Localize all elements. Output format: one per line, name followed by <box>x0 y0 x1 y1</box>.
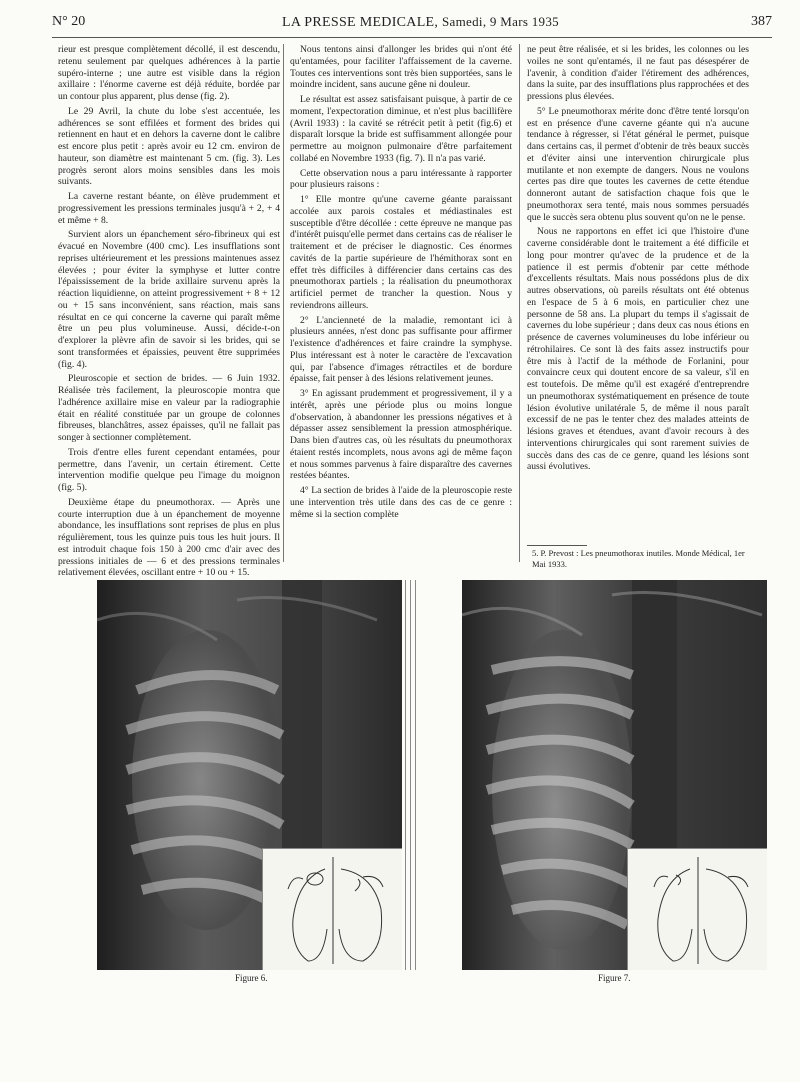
paragraph: 1° Elle montre qu'une caverne géante paraissant accolée aux parois costales et médiastinales est susceptible d'être décollée : cette épreuve ne manque pas d'intérêt puisqu'elle permet dans certains cas de réaliser le traitement et de préciser le diagnostic. Ces énormes cavités de la partie supérieure de l'hémithorax sont en effet très difficiles à différencier dans certains cas des pneumothorax partiels ; la réalisation du pneumothorax artificiel permet de trancher la question. Nous y reviendrons ailleurs. <box>290 194 512 311</box>
header-rule <box>52 37 772 38</box>
paragraph: 3° En agissant prudemment et progressivement, il y a intérêt, après une période plus ou moins longue d'observation, à abandonner les pressions négatives et à dépasser assez sensiblement la pression atmosphérique. Dans bien d'autres cas, où les résultats du pneumothorax étaient restés incomplets, nous avons agi de même façon et nous sommes parvenus à faire disparaître des cavernes restées béantes. <box>290 388 512 482</box>
issue-number: N° 20 <box>52 14 86 29</box>
text-column-2 <box>290 44 512 523</box>
column-rule <box>519 44 520 562</box>
figure-separator <box>415 580 416 970</box>
figure-6-caption: Figure 6. <box>235 973 268 983</box>
figure-separator <box>405 580 406 970</box>
xray-figure-6 <box>97 580 402 970</box>
paragraph: Nous tentons ainsi d'allonger les brides qui n'ont été qu'entamées, pour faciliter l'affaissement de la caverne. Toutes ces interventions sont très bien supportées, sans le moindre incident, sans aucune gêne ni douleur. <box>290 44 512 91</box>
xray-figure-7 <box>462 580 767 970</box>
paragraph: Nous ne rapportons en effet ici que l'histoire d'une caverne considérable dont le traitement a été difficile et long pour montrer qu'avec de la prudence et de la patience il est permis d'obtenir par cette méthode d'excellents résultats. Mais nous possédons plus de dix autres observations, où pareils résultats ont été obtenus en l'espace de 5 à 6 mois, en particulier chez une personne de 58 ans. La plupart du temps il s'agissait de cavernes du lobe supérieur ; dans deux cas nous étions en présence de cavernes volumineuses du lobe inférieur ou rétrohilaires. Ce sont là des faits assez instructifs pour être mis à l'actif de la méthode de Forlanini, pour convaincre ceux qui doutent encore de sa valeur, s'il en est toutefois. De même qu'il est exagéré d'entreprendre un pneumothorax systématiquement en présence de toute lésion évolutive unilatérale 5, de même il nous paraît excessif de ne pas le tenter chez des malades atteints de lésions graves et étendues, avant d'avoir recours à des interventions chirurgicales qui sont rarement suivies de succès dans des cas de ce genre, quand les lésions sont aussi évolutives. <box>527 226 749 473</box>
footnote: 5. P. Prevost : Les pneumothorax inutiles. Monde Médical, 1er Mai 1933. <box>532 548 745 569</box>
paragraph: Pleuroscopie et section de brides. — 6 Juin 1932. Réalisée très facilement, la pleuroscopie montra que l'adhérence axillaire mise en valeur par la radiographie était en réalité constituée par un groupe de colonnes fibreuses, blanchâtres, assez épaisses, qu'il ne fallait pas songer à sectionner complètement. <box>58 373 280 443</box>
paragraph: Le résultat est assez satisfaisant puisque, à partir de ce moment, l'expectoration diminue, et n'est plus bacillifère (Avril 1933) : la cavité se rétrécit petit à petit (fig.6) et disparaît lorsque la bride est suffisamment allongée pour permettre au moignon pulmonaire d'être parfaitement collabé en Novembre 1933 (fig. 7). Il n'a pas varié. <box>290 94 512 164</box>
diagram-inset <box>627 848 767 970</box>
paragraph: Le 29 Avril, la chute du lobe s'est accentuée, les adhérences se sont effilées et forment des brides qui retiennent en haut et en dehors la caverne dont le calibre est encore plus petit : après avoir eu 12 cm. environ de hauteur, son diamètre est maintenant 5 cm. (fig. 3). Les progrès seront alors moins sensibles dans les mois suivants. <box>58 105 280 188</box>
figure-7-caption: Figure 7. <box>598 973 631 983</box>
paragraph: Trois d'entre elles furent cependant entamées, pour permettre, dans l'avenir, un certain étirement. Cette intervention modifie quelque peu l'image du moignon (fig. 5). <box>58 446 280 493</box>
journal-title <box>282 14 559 31</box>
paragraph: 5° Le pneumothorax mérite donc d'être tenté lorsqu'on est en présence d'une caverne géante qui n'a aucune tendance à régresser, si l'état général le permet, puisque dans certains cas, il permet d'obtenir de très beaux succès et d'éviter ainsi une intervention chirurgicale plus mutilante et non exempte de dangers. Nous ne voulons certes pas dire que toutes les cavernes de cette étendue donneront autant de satisfaction chaque fois que le pneumothorax sera tenté, mais nous sommes persuadés que le succès sera obtenu plus souvent qu'on ne le pense. <box>527 105 749 223</box>
paragraph: ne peut être réalisée, et si les brides, les colonnes ou les voiles ne sont qu'entamés, il ne faut pas désespérer de l'avenir, à condition d'aider l'étirement des adhérences, dans la suite, par des insufflations plus rapprochées et des pressions plus élevées. <box>527 44 749 102</box>
footnote-rule <box>527 545 587 546</box>
paragraph: La caverne restant béante, on élève prudemment et progressivement les pressions terminales jusqu'à + 2, + 4 et même + 8. <box>58 191 280 226</box>
paragraph: rieur est presque complètement décollé, il est descendu, retenu seulement par quelques adhérences à la partie supéro-interne ; une autre est visible dans la région axillaire : l'énorme caverne est déjà réduite, bordée par un contour plus apparent, plus dense (fig. 2). <box>58 44 280 102</box>
paragraph: 2° L'ancienneté de la maladie, remontant ici à plusieurs années, n'est donc pas suffisante pour affirmer l'existence d'adhérences et faire craindre la symphyse. Plus intéressant est à noter le caractère de l'excavation qui, par l'absence d'images rétractiles et de bordure épaisse, fait penser à des lésions relativement jeunes. <box>290 314 512 385</box>
journal-name: LA PRESSE MEDICALE, <box>282 15 439 30</box>
issue-date: Samedi, 9 Mars 1935 <box>442 14 559 29</box>
paragraph: Survient alors un épanchement séro-fibrineux qui est évacué en Novembre (400 cmc). Les insufflations sont reprises ultérieurement et les pressions maintenues assez élevées ; pour éviter la symphyse et lutter contre l'épaississement de la bride axillaire survenu après la réaction liquidienne, on atteint progressivement + 8 + 12 ou + 15 sans inconvénient, sans réaction, mais sans résultat en ce qui concerne la caverne qui paraît même être un peu plus volumineuse. Aussi, décide-t-on d'explorer la plèvre afin de savoir si les brides, qui se sont transformées et épaissies, peuvent être supprimées (fig. 4). <box>58 229 280 370</box>
paragraph: Deuxième étape du pneumothorax. — Après une courte interruption due à un épanchement de moyenne abondance, les insufflations sont reprises de plus en plus régulièrement, tous les quinze puis tous les huit jours. Il est introduit chaque fois 150 à 200 cmc d'air avec des pressions initiales de — 6 et des pressions terminales relativement élevées, oscillant entre + 10 ou + 15. <box>58 496 280 579</box>
figure-separator <box>410 580 411 970</box>
column-rule <box>283 44 284 562</box>
text-column-1 <box>58 44 280 582</box>
lung-diagram <box>263 849 402 970</box>
diagram-inset <box>262 848 402 970</box>
lung-diagram <box>628 849 767 970</box>
page-header <box>52 14 772 34</box>
text-column-3 <box>527 44 749 476</box>
paragraph: 4° La section de brides à l'aide de la pleuroscopie reste une intervention très utile dans des cas de ce genre : même si la section complète <box>290 485 512 520</box>
paragraph: Cette observation nous a paru intéressante à rapporter pour plusieurs raisons : <box>290 167 512 191</box>
page-number: 387 <box>751 14 772 29</box>
